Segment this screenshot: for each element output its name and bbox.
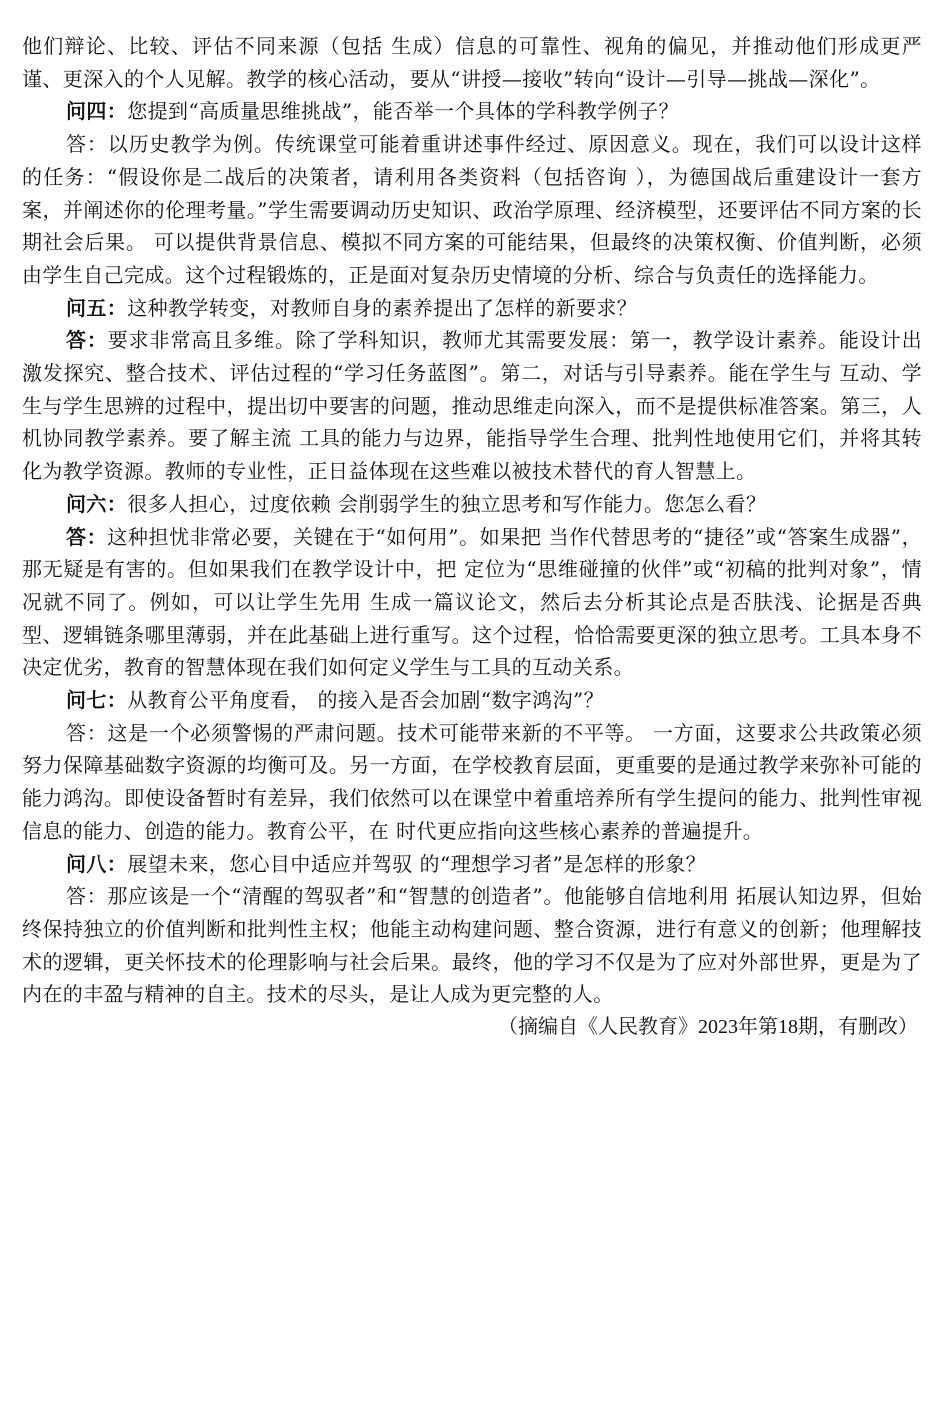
question-label: 问五： bbox=[66, 295, 128, 320]
answer-label: 答： bbox=[66, 132, 108, 157]
question-text: 很多人担心，过度依赖 会削弱学生的独立思考和写作能力。您怎么看？ bbox=[127, 491, 767, 516]
question-label: 问八： bbox=[66, 851, 128, 876]
source-citation: （摘编自《人民教育》2023年第18期，有删改） bbox=[498, 1016, 918, 1039]
answer-text: 要求非常高且多维。除了学科知识，教师尤其需要发展：第一，教学设计素养。能设计出激发探究、整合技术、评估过程的“学习任务蓝图”。第二，对话与引导素养。能在学生与 互动、学生与学生思辨的过程中，提出切中要害的问题，推动思维走向深入，而不是提供标准答案。第三，人机协同教学素养。要了解主流 工具的能力与边界，能指导学生合理、批判性地使用它们，并将其转化为教学资源。教师的专业性，正日益体现在这些难以被技术替代的育人智慧上。 bbox=[22, 328, 922, 484]
question-5 bbox=[22, 292, 922, 325]
question-text: 从教育公平角度看， 的接入是否会加剧“数字鸿沟”？ bbox=[127, 688, 605, 713]
question-6 bbox=[22, 488, 922, 521]
answer-text: 那应该是一个“清醒的驾驭者”和“智慧的创造者”。他能够自信地利用 拓展认知边界，但始终保持独立的价值判断和批判性主权；他能主动构建问题、整合资源，进行有意义的创新；他理解技术的逻辑，更关怀技术的伦理影响与社会后果。最终，他的学习不仅是为了应对外部世界，更是为了内在的丰盈与精神的自主。技术的尽头，是让人成为更完整的人。 bbox=[22, 884, 922, 1007]
answer-7 bbox=[22, 717, 922, 848]
answer-text: 以历史教学为例。传统课堂可能着重讲述事件经过、原因意义。现在，我们可以设计这样的任务：“假设你是二战后的决策者，请利用各类资料（包括咨询 ），为德国战后重建设计一套方案，并阐述你的伦理考量。”学生需要调动历史知识、政治学原理、经济模型，还要评估不同方案的长期社会后果。 可以提供背景信息、模拟不同方案的可能结果，但最终的决策权衡、价值判断，必须由学生自己完成。这个过程锻炼的，正是面对复杂历史情境的分析、综合与负责任的选择能力。 bbox=[22, 132, 922, 287]
answer-5 bbox=[22, 324, 922, 488]
question-text: 这种教学转变，对教师自身的素养提出了怎样的新要求？ bbox=[127, 295, 638, 320]
answer-text: 这种担忧非常必要，关键在于“如何用”。如果把 当作代替思考的“捷径”或“答案生成器”，那无疑是有害的。但如果我们在教学设计中，把 定位为“思维碰撞的伙伴”或“初稿的批判对象”，情况就不同了。例如，可以让学生先用 生成一篇议论文，然后去分析其论点是否肤浅、论据是否典型、逻辑链条哪里薄弱，并在此基础上进行重写。这个过程，恰恰需要更深的独立思考。工具本身不决定优劣，教育的智慧体现在我们如何定义学生与工具的互动关系。 bbox=[22, 524, 922, 680]
question-7 bbox=[22, 684, 922, 717]
answer-label: 答： bbox=[66, 328, 108, 353]
question-text: 您提到“高质量思维挑战”，能否举一个具体的学科教学例子？ bbox=[127, 99, 679, 124]
answer-text: 这是一个必须警惕的严肃问题。技术可能带来新的不平等。 一方面，这要求公共政策必须努力保障基础数字资源的均衡可及。另一方面，在学校教育层面，更重要的是通过教学来弥补可能的能力鸿沟。即使设备暂时有差异，我们依然可以在课堂中着重培养所有学生提问的能力、批判性审视信息的能力、创造的能力。教育公平，在 时代更应指向这些核心素养的普遍提升。 bbox=[22, 720, 922, 843]
answer-label: 答： bbox=[66, 720, 108, 745]
answer-label: 答： bbox=[66, 524, 108, 549]
question-label: 问七： bbox=[66, 688, 128, 713]
question-label: 问四： bbox=[66, 99, 128, 124]
question-label: 问六： bbox=[66, 491, 128, 516]
question-text: 展望未来，您心目中适应并驾驭 的“理想学习者”是怎样的形象？ bbox=[127, 851, 707, 876]
answer-6 bbox=[22, 521, 922, 685]
article-body bbox=[22, 30, 922, 1041]
answer-4 bbox=[22, 128, 922, 292]
answer-label: 答： bbox=[66, 884, 108, 909]
question-8 bbox=[22, 848, 922, 881]
intro-paragraph: 他们辩论、比较、评估不同来源（包括 生成）信息的可靠性、视角的偏见，并推动他们形成更严谨、更深入的个人见解。教学的核心活动，要从“讲授—接收”转向“设计—引导—挑战—深化”。 bbox=[22, 34, 922, 91]
question-4 bbox=[22, 95, 922, 128]
answer-8 bbox=[22, 880, 922, 1011]
